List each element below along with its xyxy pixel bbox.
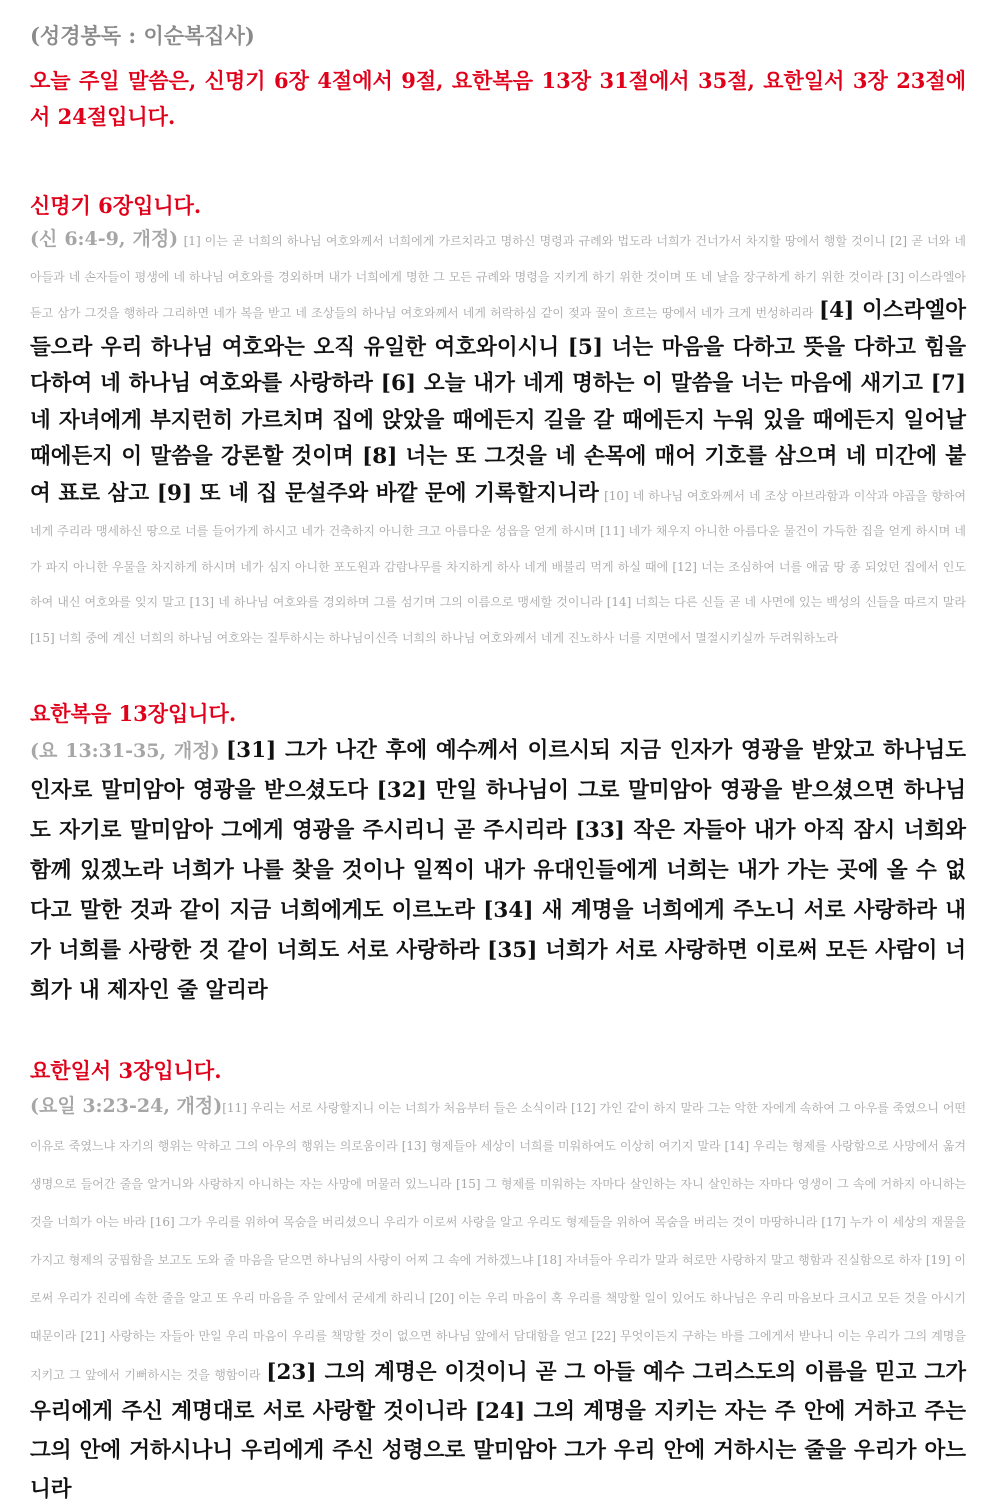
context-verses-before: [11] 우리는 서로 사랑할지니 이는 너희가 처음부터 들은 소식이라 [12] 가인 같이 하지 말라 그는 악한 자에게 속하여 그 아우를 죽였으니 어떤 이유로 죽였느냐 자기의 행위는 악하고 그의 아우의 행위는 의로움이라 [13] 형제들아 세상이 너희를 미워하여도 이상히 여기지 말라 [14] 우리는 형제를 사랑함으로 사망에서 옮겨 생명으로 들어간 줄을 알거니와 사랑하지 아니하는 자는 사망에 머물러 있느니라 [15] 그 형제를 미워하는 자마다 살인하는 자니 살인하는 자마다 영생이 그 속에 거하지 아니하는 것을 너희가 아는 바라 [16] 그가 우리를 위하여 목숨을 버리셨으니 우리가 이로써 사랑을 알고 우리도 형제들을 위하여 목숨을 버리는 것이 마땅하니라 [17] 누가 이 세상의 재물을 가지고 형제의 궁핍함을 보고도 도와 줄 마음을 닫으면 하나님의 사랑이 어찌 그 속에 거하겠느냐 [18] 자녀들아 우리가 말과 혀로만 사랑하지 말고 행함과 진실함으로 하자 [19] 이로써 우리가 진리에 속한 줄을 알고 또 우리 마음을 주 앞에서 굳세게 하리니 [20] 이는 우리 마음이 혹 우리를 책망할 일이 있어도 하나님은 우리 마음보다 크시고 모든 것을 아시기 때문이라 [21] 사랑하는 자들아 만일 우리 마음이 우리를 책망할 것이 없으면 하나님 앞에서 담대함을 얻고 [22] 무엇이든지 구하는 바를 그에게서 받나니 이는 우리가 그의 계명을 지키고 그 앞에서 기뻐하시는 것을 행함이라 [30, 1100, 966, 1382]
reading-verses: [31] 그가 나간 후에 예수께서 이르시되 지금 인자가 영광을 받았고 하나님도 인자로 말미암아 영광을 받으셨도다 [32] 만일 하나님이 그로 말미암아 영광을 받으셨으면 하나님도 자기로 말미암아 그에게 영광을 주시리니 곧 주시리라 [33] 작은 자들아 내가 아직 잠시 너희와 함께 있겠노라 너희가 나를 찾을 것이나 일찍이 내가 유대인들에게 너희는 내가 가는 곳에 올 수 없다고 말한 것과 같이 지금 너희에게도 이르노라 [34] 새 계명을 너희에게 주노니 서로 사랑하라 내가 너희를 사랑한 것 같이 너희도 서로 사랑하라 [35] 너희가 서로 사랑하면 이로써 모든 사람이 너희가 내 제자인 줄 알리라 [30, 737, 967, 1003]
passage-reference: (신 6:4-9, 개정) [30, 228, 179, 251]
bulletin-page [30, 22, 966, 1510]
section-1john [30, 1057, 966, 1510]
context-verses-after: [10] 네 하나님 여호와께서 네 조상 아브라함과 이삭과 야곱을 향하여 네게 주리라 맹세하신 땅으로 너를 들어가게 하시고 네가 건축하지 아니한 크고 아름다운 성읍을 얻게 하시며 [11] 네가 채우지 아니한 아름다운 물건이 가득한 집을 얻게 하시며 네가 파지 아니한 우물을 차지하게 하시며 네가 심지 아니한 포도원과 감람나무를 차지하게 하사 네게 배불리 먹게 하실 때에 [12] 너는 조심하여 너를 애굽 땅 종 되었던 집에서 인도하여 내신 여호와를 잊지 말고 [13] 네 하나님 여호와를 경외하며 그를 섬기며 그의 이름으로 맹세할 것이니라 [14] 너희는 다른 신들 곧 네 사면에 있는 백성의 신들을 따르지 말라 [15] 너희 중에 계신 너희의 하나님 여호와는 질투하시는 하나님이신즉 너희의 하나님 여호와께서 네게 진노하사 너를 지면에서 멸절시키실까 두려워하노라 [30, 488, 966, 645]
intro-text: 오늘 주일 말씀은, 신명기 6장 4절에서 9절, 요한복음 13장 31절에서 35절, 요한일서 3장 23절에서 24절입니다. [30, 68, 966, 129]
reader-credit: (성경봉독 : 이순복집사) [30, 23, 255, 48]
passage-text [30, 1087, 966, 1510]
passage-text [30, 731, 966, 1011]
section-heading: 신명기 6장입니다. [30, 192, 202, 218]
passage-reference: (요일 3:23-24, 개정) [30, 1094, 223, 1117]
context-verses-before: [1] 이는 곧 너희의 하나님 여호와께서 너희에게 가르치라고 명하신 명령과 규례와 법도라 너희가 건너가서 차지할 땅에서 행할 것이니 [2] 곧 너와 네 아들과 네 손자들이 평생에 네 하나님 여호와를 경외하며 내가 너희에게 명한 그 모든 규례와 명령을 지키게 하기 위한 것이며 또 네 날을 장구하게 하기 위한 것이라 [3] 이스라엘아 듣고 삼가 그것을 행하라 그리하면 네가 복을 받고 네 조상들의 하나님 여호와께서 네게 허락하심 같이 젖과 꿀이 흐르는 땅에서 네가 크게 번성하리라 [30, 234, 966, 321]
section-john [30, 700, 966, 1010]
section-heading: 요한일서 3장입니다. [30, 1057, 222, 1083]
passage-text [30, 222, 966, 654]
reading-verses: [4] 이스라엘아 들으라 우리 하나님 여호와는 오직 유일한 여호와이시니 [5] 너는 마음을 다하고 뜻을 다하고 힘을 다하여 네 하나님 여호와를 사랑하라 [6] 오늘 내가 네게 명하는 이 말씀을 너는 마음에 새기고 [7] 네 자녀에게 부지런히 가르치며 집에 앉았을 때에든지 길을 갈 때에든지 누워 있을 때에든지 일어날 때에든지 이 말씀을 강론할 것이며 [8] 너는 또 그것을 네 손목에 매어 기호를 삼으며 네 미간에 붙여 표로 삼고 [9] 또 네 집 문설주와 바깥 문에 기록할지니라 [30, 298, 966, 506]
reading-verses: [23] 그의 계명은 이것이니 곧 그 아들 예수 그리스도의 이름을 믿고 그가 우리에게 주신 계명대로 서로 사랑할 것이니라 [24] 그의 계명을 지키는 자는 주 안에 거하고 주는 그의 안에 거하시나니 우리에게 주신 성령으로 말미암아 그가 우리 안에 거하시는 줄을 우리가 아느니라 [30, 1359, 967, 1502]
section-heading: 요한복음 13장입니다. [30, 701, 237, 727]
passage-reference: (요 13:31-35, 개정) [30, 739, 220, 762]
section-deuteronomy [30, 192, 966, 654]
